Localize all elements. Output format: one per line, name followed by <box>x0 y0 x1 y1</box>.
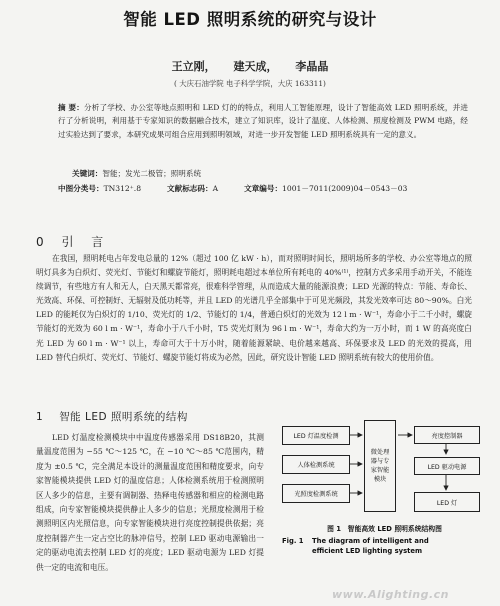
clc-value: TN312⁺.8 <box>103 184 142 193</box>
section-1-paragraph: LED 灯温度检测模块中中温度传感器采用 DS18B20，其测量温度范围为 −55 ℃～125 ℃，在 −10 ℃～85 ℃范围内，精度为 ±0.5 ℃，完全满足本设计的测量温度范围和精度要求，向专家智能模块提供 LED 灯的温度信息；人体检测系统用于检测照明区人多少的信息，主要有调制器、热释电传感器和相应的检测电路组成，向专家智能模块提供静止人多少的信息；光照度检测用于检测照明区内光照信息，向专家智能模块进行亮度控制提供依据；亮度控制器产生一定占空比的脉冲信号，控制 LED 驱动电源输出一定的驱动电流去控制 LED 灯的亮度；LED 驱动电源为 LED 灯提供一定的电流和电压。 <box>36 433 264 572</box>
section-0-number: 0 <box>36 235 46 249</box>
abstract-text: 分析了学校、办公室等地点照明和 LED 灯的的特点，利用人工智能原理，设计了智能高效 LED 照明系统，并进行了分析说明，利用基于专家知识的数据融合技术，建立了知识库，设计了温度、人体检测、照度检测及 PWM 电路，经过实验达到了要求，本研究成果可组合应用到照明领域，对进一步开发智能 LED 照明系统具有一定的意义。 <box>58 103 468 139</box>
intro-body <box>36 252 472 365</box>
keywords <box>72 168 472 179</box>
box-temp-detect: LED 灯温度检测 <box>282 426 350 445</box>
caption-zh: 图 1 智能高效 LED 照明系统结构图 <box>327 525 442 533</box>
article-no-label: 文章编号： <box>244 184 283 193</box>
keywords-text: 智能；发光二极管；照明系统 <box>102 169 202 178</box>
box-brightness-ctrl: 亮度控制器 <box>414 426 480 444</box>
section-1-title: 智能 LED 照明系统的结构 <box>59 411 188 423</box>
section-0-title: 引 言 <box>61 235 106 249</box>
system-diagram <box>282 420 482 520</box>
abstract-label: 摘 要： <box>58 103 85 112</box>
section-1-body <box>36 431 264 575</box>
affiliation: ( 大庆石油学院 电子科学学院，大庆 163311) <box>174 79 326 88</box>
caption-en-line2: efficient LED lighting system <box>312 547 423 555</box>
watermark: www.Alighting.cn <box>332 588 449 601</box>
box-core-module: 微处理器与专家智能模块 <box>364 420 396 512</box>
caption-en-line1: The diagram of intelligent and <box>312 537 429 545</box>
figure-caption <box>282 524 487 556</box>
doc-code-label: 文献标志码： <box>167 184 213 193</box>
section-1-heading <box>36 409 188 424</box>
keywords-label: 关键词： <box>72 169 103 178</box>
abstract <box>58 101 468 141</box>
box-led-driver: LED 驱动电源 <box>414 457 480 475</box>
box-light-detect: 光照度检测系统 <box>282 484 350 503</box>
article-no-value: 1001－7011(2009)04－0543－03 <box>282 184 408 193</box>
box-led-lamp: LED 灯 <box>414 492 480 512</box>
paper-title: 智能 LED 照明系统的研究与设计 <box>123 10 377 29</box>
article-meta <box>58 183 478 194</box>
clc-label: 中图分类号： <box>58 184 104 193</box>
intro-paragraph: 在我国，照明耗电占年发电总量的 12%（超过 100 亿 kW · h），而对照明时间长，照明场所多的学校、办公室等地点的照明灯具多为白炽灯、荧光灯、节能灯和螺旋节能灯，照明耗电超过本单位所有耗电的 40%⁽¹⁾，控制方式多采用手动开关，不能连续调节，有些地方有人和无人，白天黑天都常亮，很难科学管理，从而造成大量的能源浪费；LED 光源的特点：节能、寿命长、光效高、环保、可控制好、无辐射及低功耗等，并且 LED 的光谱几乎全部集中于可见光频段，其发光效率可达 80～90%。白光 LED 的能耗仅为白炽灯的 1/10、荧光灯的 1/2、节能灯的 1/4，普通白炽灯的光效为 12 l m · W⁻¹，寿命小于二千小时，螺旋节能灯的光效为 60 l m · W⁻¹，寿命小于八千小时，T5 荧光灯则为 96 l m · W⁻¹，寿命大约为一万小时，而 1 W 的高亮度白光 LED 为 60 l m · W⁻¹ 以上，寿命可大于十万小时，随着能源紧缺、电价越来越高、环保要求及 LED 的光效的提高，用 LED 替代白炽灯、荧光灯、节能灯、螺旋节能灯将成为必然，因此，研究设计智能 LED 照明系统有较大的使用价值。 <box>36 254 472 362</box>
caption-fig-label: Fig. 1 <box>282 537 304 545</box>
caption-en <box>282 536 487 556</box>
section-1-number: 1 <box>36 411 44 423</box>
box-human-detect: 人体检测系统 <box>282 455 350 474</box>
doc-code-value: A <box>212 184 219 193</box>
authors: 王立刚， 建天成， 李晶晶 <box>171 60 329 73</box>
section-0-heading <box>36 233 105 250</box>
